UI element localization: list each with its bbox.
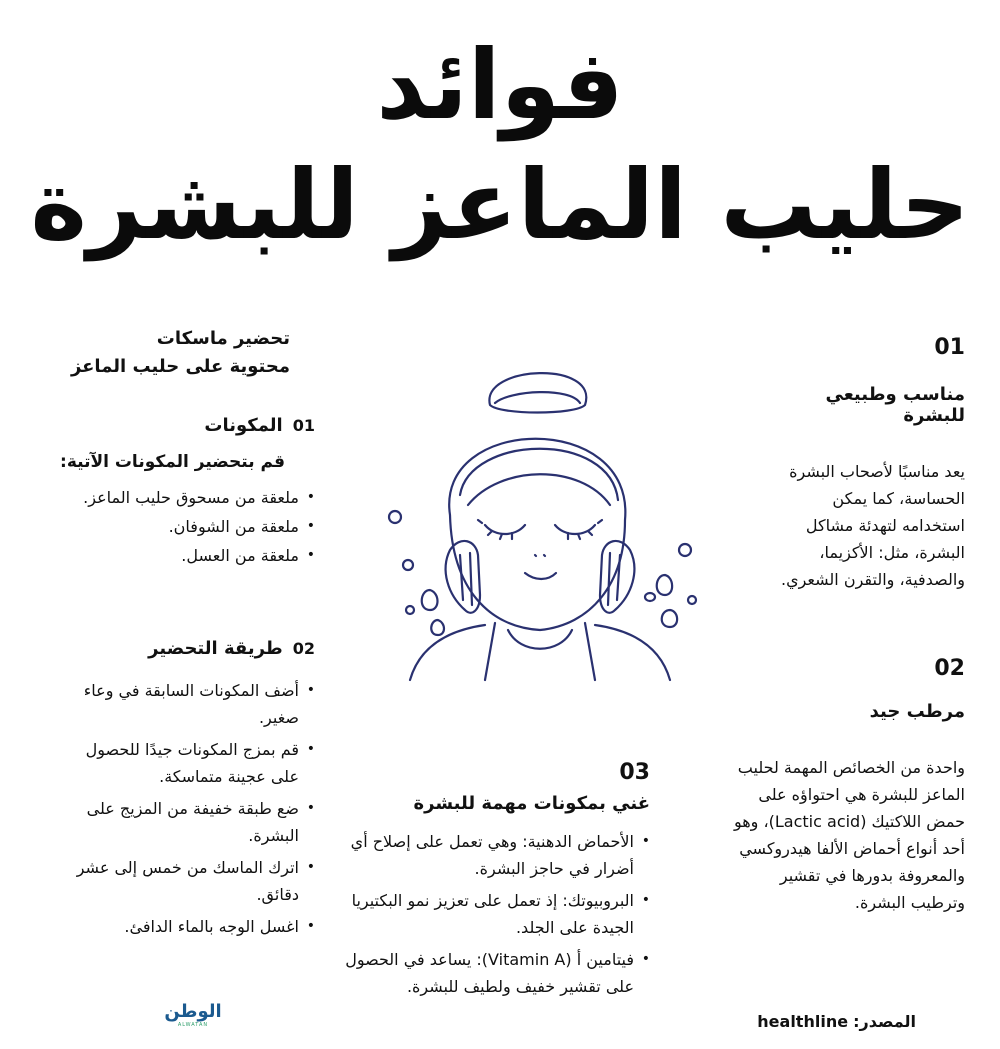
ingredients-list <box>30 484 315 569</box>
source-value: healthline <box>757 1012 849 1031</box>
benefit-03-list <box>330 828 650 1000</box>
logo <box>158 1002 228 1028</box>
logo-arabic: الوطن <box>164 1001 222 1022</box>
list-item: • أضف المكونات السابقة في وعاء صغير. <box>65 677 315 731</box>
list-item: • ملعقة من العسل. <box>30 542 315 569</box>
ingredients-heading: المكونات <box>204 415 283 436</box>
list-item: • الأحماض الدهنية: وهي تعمل على إصلاح أي أضرار في حاجز البشرة. <box>330 828 650 882</box>
list-item: • ملعقة من مسحوق حليب الماعز. <box>30 484 315 511</box>
mask-section-title <box>40 325 290 381</box>
benefit-01-heading: مناسب وطبيعي للبشرة <box>825 384 965 426</box>
benefit-01-number: 01 <box>934 335 965 360</box>
benefit-02-number: 02 <box>934 656 965 681</box>
method-heading: طريقة التحضير <box>148 638 283 659</box>
woman-face-washing-icon <box>380 355 700 685</box>
benefit-03-heading: غني بمكونات مهمة للبشرة <box>413 793 650 814</box>
method-list <box>65 677 315 940</box>
benefit-02-heading: مرطب جيد <box>869 701 965 722</box>
benefit-01-text: يعد مناسبًا لأصحاب البشرة الحساسة، كما يمكن استخدامه لتهدئة مشاكل البشرة، مثل: الأكزيما، والصدفية، والتقرن الشعري. <box>780 462 965 589</box>
method-section <box>40 638 315 945</box>
mask-title-line-2: محتوية على حليب الماعز <box>70 356 290 377</box>
benefit-03 <box>330 760 650 1005</box>
benefit-02-text: واحدة من الخصائص المهمة لحليب الماعز للبشرة هي احتواؤه على حمض اللاكتيك (Lactic acid)، وهو أحد أنواع أحماض الألفا هيدروكسي والمعروفة بدورها في تقشير وترطيب البشرة. <box>733 758 965 912</box>
method-number: 02 <box>292 639 315 658</box>
list-item: • قم بمزج المكونات جيدًا للحصول على عجينة متماسكة. <box>65 736 315 790</box>
list-item: • فيتامين أ (Vitamin A): يساعد في الحصول على تقشير خفيف ولطيف للبشرة. <box>330 946 650 1000</box>
benefit-01 <box>765 335 965 593</box>
mask-title-line-1: تحضير ماسكات <box>156 328 290 349</box>
list-item: • اغسل الوجه بالماء الدافئ. <box>65 913 315 940</box>
list-item: • البروبيوتك: إذ تعمل على تعزيز نمو البكتيريا الجيدة على الجلد. <box>330 887 650 941</box>
page-title-line-2: حليب الماعز للبشرة <box>30 149 970 261</box>
ingredients-number: 01 <box>292 416 315 435</box>
source-label: المصدر: <box>853 1012 916 1031</box>
page-title-line-1: فوائد <box>376 29 624 141</box>
benefit-02 <box>725 656 965 916</box>
ingredients-intro: قم بتحضير المكونات الآتية: <box>60 452 285 472</box>
logo-latin: ALWATAN <box>177 1022 209 1028</box>
ingredients-section <box>30 415 315 571</box>
list-item: • ملعقة من الشوفان. <box>30 513 315 540</box>
source <box>756 1012 916 1031</box>
list-item: • اترك الماسك من خمس إلى عشر دقائق. <box>65 854 315 908</box>
list-item: • ضع طبقة خفيفة من المزيج على البشرة. <box>65 795 315 849</box>
benefit-03-number: 03 <box>619 760 650 785</box>
